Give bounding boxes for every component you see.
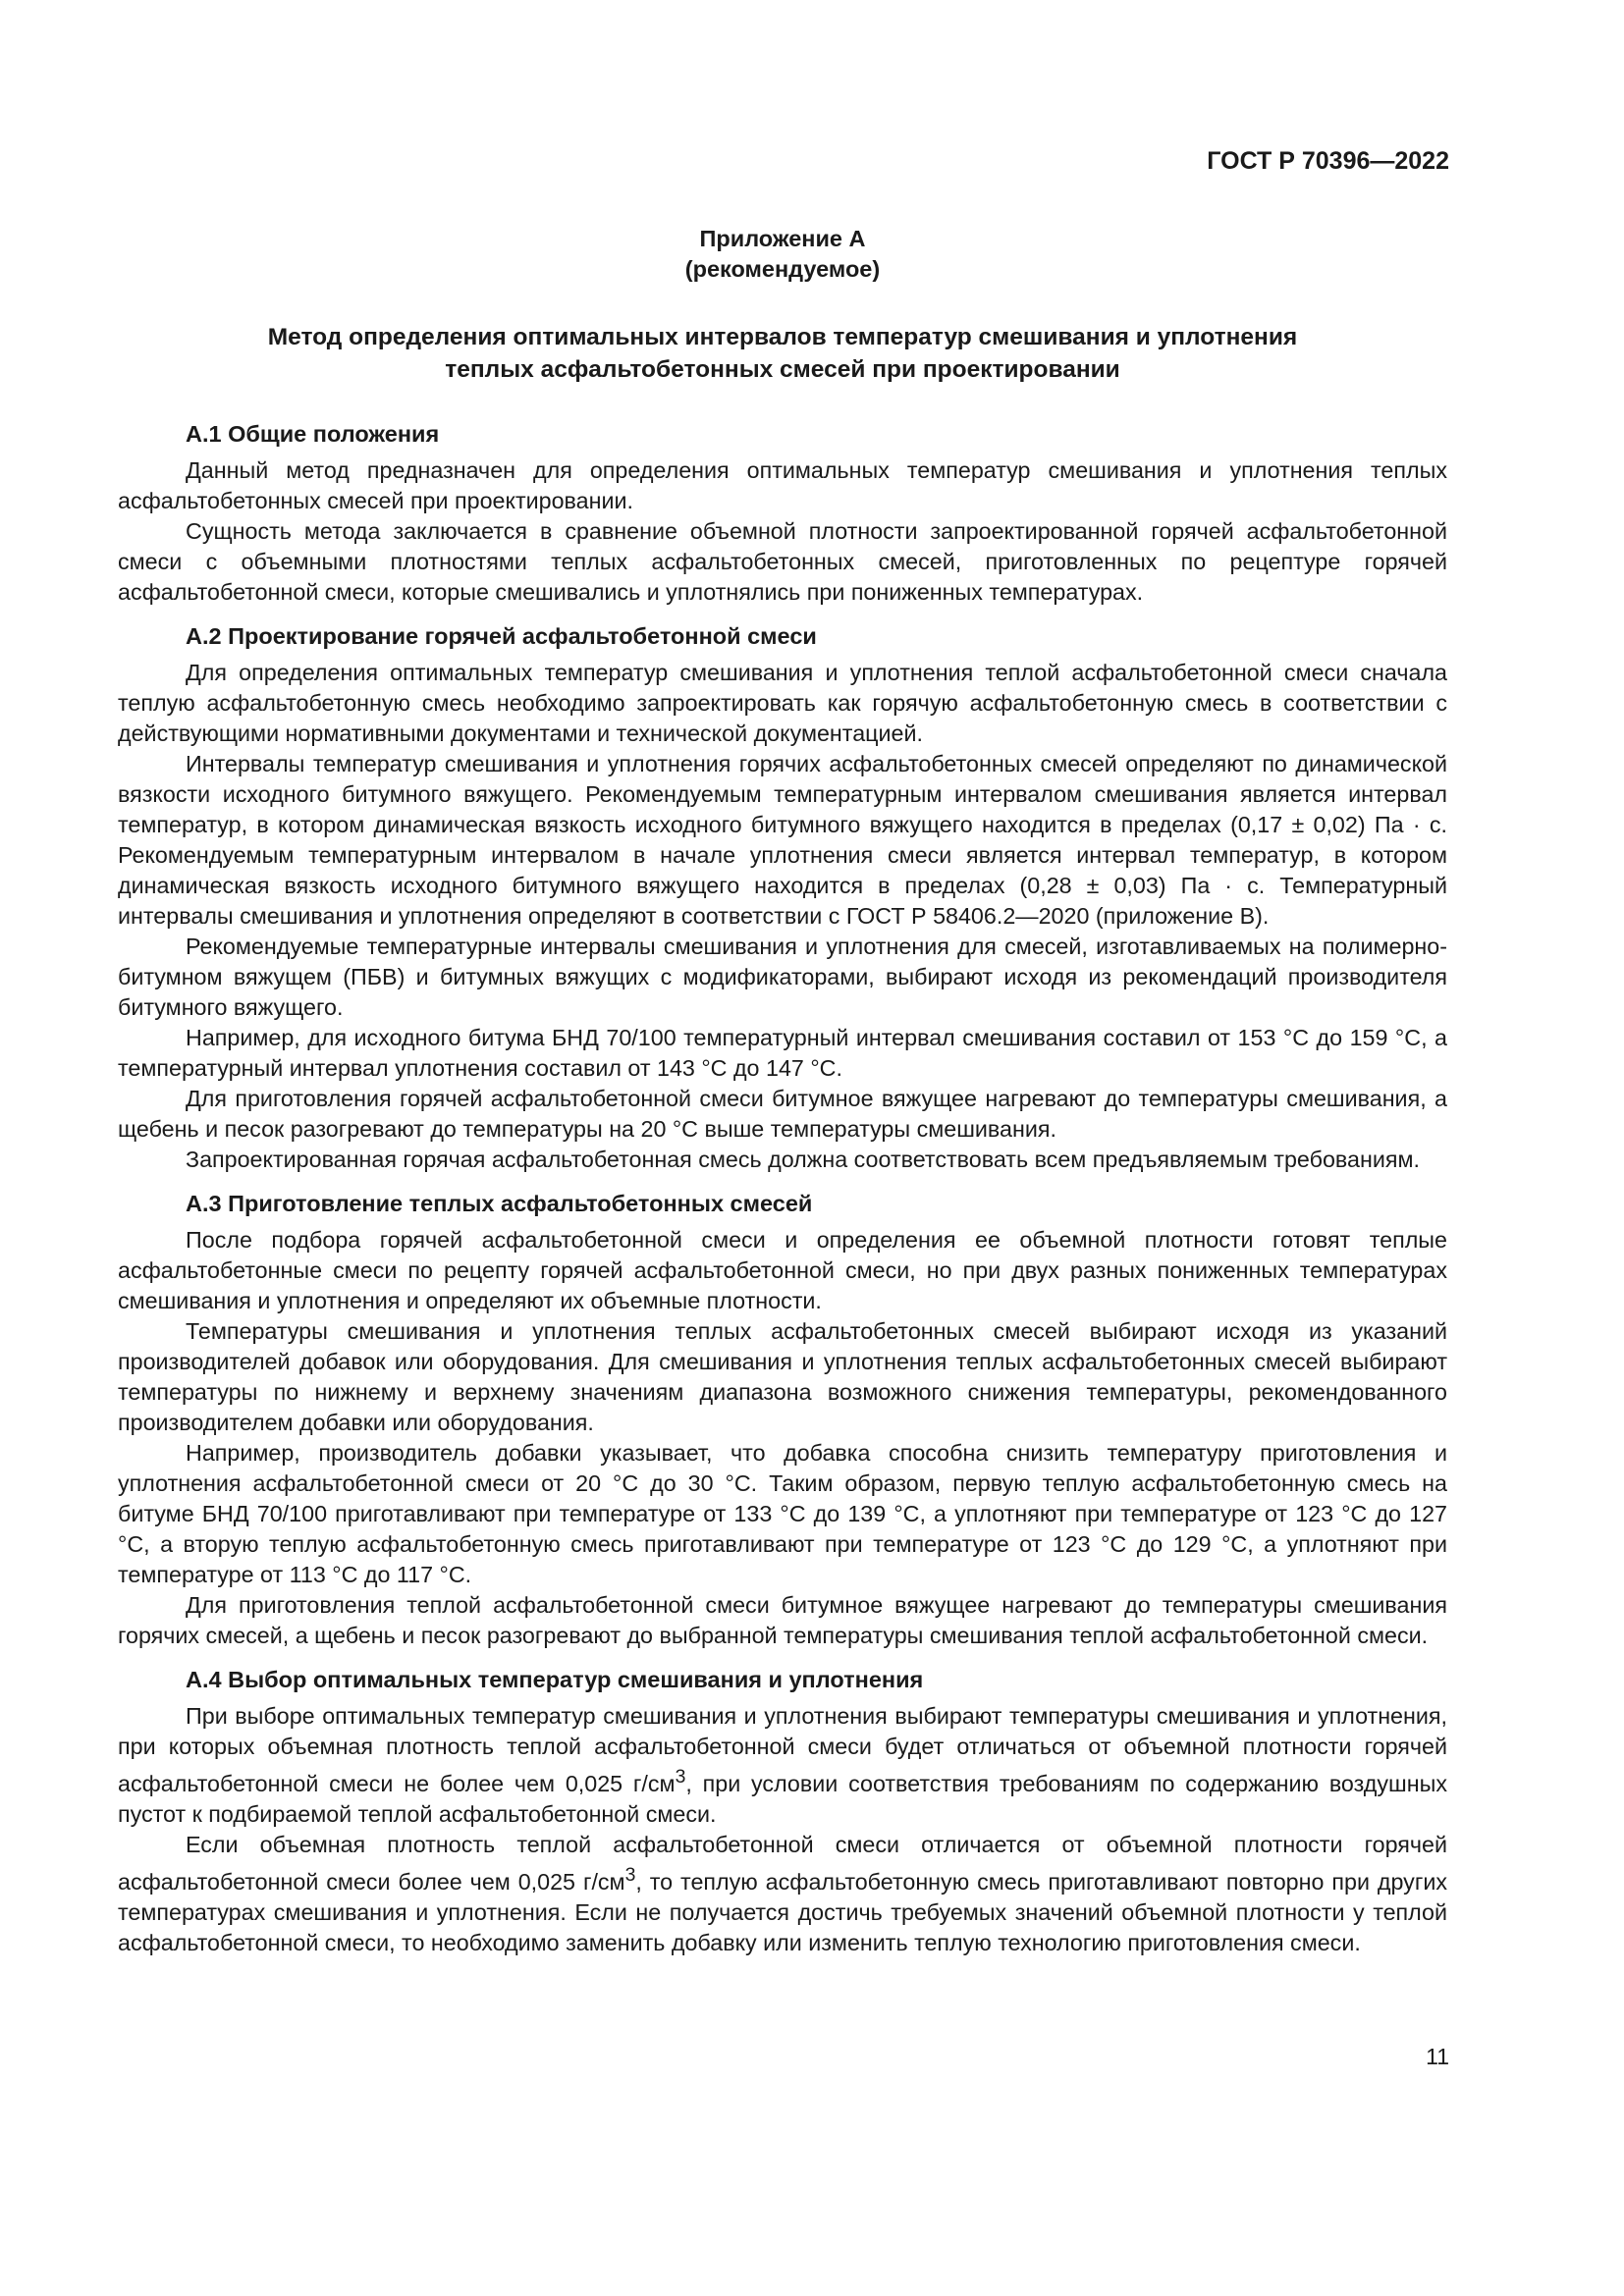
paragraph: Интервалы температур смешивания и уплотнения горячих асфальтобетонных смесей определяют по динамической вязкости исходного битумного вяжущего. Рекомендуемым температурным интервалом смешивания является интервал температур, в котором динамическая вязкость исходного битумного вяжущего находится в пределах (0,17 ± 0,02) Па · с. Рекомендуемым температурным интервалом в начале уплотнения смеси является интервал температур, в котором динамическая вязкость исходного битумного вяжущего находится в пределах (0,28 ± 0,03) Па · с. Температурный интервалы смешивания и уплотнения определяют в соответствии с ГОСТ Р 58406.2—2020 (приложение В). bbox=[118, 751, 1447, 929]
section-a4 bbox=[118, 1665, 1447, 1958]
page-content bbox=[118, 224, 1447, 1958]
paragraph-text: Если объемная плотность теплой асфальтобетонной смеси отличается от объемной плотности горячей асфальтобетонной смеси более чем 0,025 г/см bbox=[118, 1831, 1447, 1895]
section-a1 bbox=[118, 419, 1447, 608]
paragraph: Сущность метода заключается в сравнение объемной плотности запроектированной горячей асфальтобетонной смеси с объемными плотностями теплых асфальтобетонных смесей, приготовленных по рецептуре горячей асфальтобетонной смеси, которые смешивались и уплотнялись при пониженных температурах. bbox=[118, 518, 1447, 605]
paragraph: Для определения оптимальных температур смешивания и уплотнения теплой асфальтобетонной смеси сначала теплую асфальтобетонную смесь необходимо запроектировать как горячую асфальтобетонную смесь в соответствии с действующими нормативными документами и технической документацией. bbox=[118, 660, 1447, 746]
paragraph: Для приготовления горячей асфальтобетонной смеси битумное вяжущее нагревают до температуры смешивания, а щебень и песок разогревают до температуры на 20 °С выше температуры смешивания. bbox=[118, 1086, 1447, 1142]
superscript: 3 bbox=[624, 1863, 636, 1886]
document-title-line-2: теплых асфальтобетонных смесей при проектировании bbox=[445, 356, 1120, 383]
paragraph bbox=[118, 1830, 1447, 1958]
section-heading: А.4 Выбор оптимальных температур смешивания и уплотнения bbox=[186, 1667, 924, 1692]
paragraph: Запроектированная горячая асфальтобетонная смесь должна соответствовать всем предъявляемым требованиям. bbox=[186, 1147, 1420, 1172]
paragraph: Рекомендуемые температурные интервалы смешивания и уплотнения для смесей, изготавливаемых на полимерно-битумном вяжущем (ПБВ) и битумных вяжущих с модификаторами, выбирают исходя из рекомендаций производителя битумного вяжущего. bbox=[118, 934, 1447, 1020]
paragraph-text: , при условии соответствия требованиям по содержанию воздушных пустот к подбираемой теплой асфальтобетонной смеси. bbox=[118, 1770, 1447, 1827]
paragraph: Для приготовления теплой асфальтобетонной смеси битумное вяжущее нагревают до температуры смешивания горячих смесей, а щебень и песок разогревают до выбранной температуры смешивания теплой асфальтобетонной смеси. bbox=[118, 1592, 1447, 1648]
appendix-type: (рекомендуемое) bbox=[684, 256, 881, 282]
paragraph: Например, для исходного битума БНД 70/100 температурный интервал смешивания составил от 153 °С до 159 °С, а температурный интервал уплотнения составил от 143 °С до 147 °С. bbox=[118, 1025, 1447, 1081]
paragraph: Температуры смешивания и уплотнения теплых асфальтобетонных смесей выбирают исходя из указаний производителей добавок или оборудования. Для смешивания и уплотнения теплых асфальтобетонных смесей выбирают температуры по нижнему и верхнему значениям диапазона возможного снижения температуры, рекомендованного производителем добавки или оборудования. bbox=[118, 1318, 1447, 1435]
section-heading: А.3 Приготовление теплых асфальтобетонных смесей bbox=[186, 1191, 813, 1216]
superscript: 3 bbox=[675, 1766, 686, 1788]
section-a2 bbox=[118, 621, 1447, 1175]
document-title bbox=[118, 321, 1447, 386]
paragraph: После подбора горячей асфальтобетонной смеси и определения ее объемной плотности готовят теплые асфальтобетонные смеси по рецепту горячей асфальтобетонной смеси, но при двух разных пониженных температурах смешивания и уплотнения и определяют их объемные плотности. bbox=[118, 1227, 1447, 1313]
paragraph bbox=[118, 1701, 1447, 1830]
section-heading: А.1 Общие положения bbox=[186, 421, 440, 447]
document-title-line-1: Метод определения оптимальных интервалов температур смешивания и уплотнения bbox=[267, 324, 1298, 350]
paragraph-text: При выборе оптимальных температур смешивания и уплотнения выбирают температуры смешивания и уплотнения, при которых объемная плотность теплой асфальтобетонной смеси будет отличаться от объемной плотности горячей асфальтобетонной смеси не более чем 0,025 г/см bbox=[118, 1703, 1447, 1796]
standard-number: ГОСТ Р 70396—2022 bbox=[1207, 147, 1449, 175]
appendix-title: Приложение А bbox=[699, 226, 866, 251]
page-number: 11 bbox=[1426, 2044, 1449, 2069]
appendix-heading bbox=[118, 224, 1447, 285]
section-a3 bbox=[118, 1189, 1447, 1651]
section-heading: А.2 Проектирование горячей асфальтобетонной смеси bbox=[186, 623, 817, 649]
paragraph: Данный метод предназначен для определения оптимальных температур смешивания и уплотнения теплых асфальтобетонных смесей при проектировании. bbox=[118, 457, 1447, 513]
paragraph-text: , то теплую асфальтобетонную смесь приготавливают повторно при других температурах смешивания и уплотнения. Если не получается достичь требуемых значений объемной плотности у теплой асфальтобетонной смеси, то необходимо заменить добавку или изменить теплую технологию приготовления смеси. bbox=[118, 1868, 1447, 1955]
paragraph: Например, производитель добавки указывает, что добавка способна снизить температуру приготовления и уплотнения асфальтобетонной смеси от 20 °С до 30 °С. Таким образом, первую теплую асфальтобетонную смесь на битуме БНД 70/100 приготавливают при температуре от 133 °С до 139 °С, а уплотняют при температуре от 123 °С до 127 °С, а вторую теплую асфальтобетонную смесь приготавливают при температуре от 123 °С до 129 °С, а уплотняют при температуре от 113 °С до 117 °С. bbox=[118, 1440, 1447, 1587]
